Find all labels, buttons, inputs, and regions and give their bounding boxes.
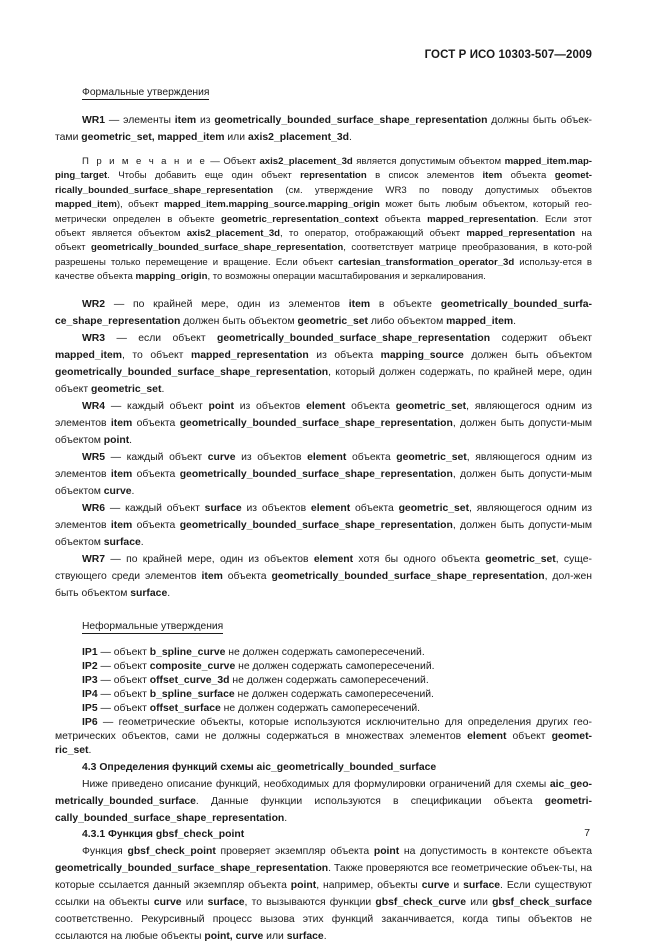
bold-term: mapped_item	[55, 349, 122, 361]
bold-term: mapped_item.mapping_source.mapping_origin	[163, 199, 380, 211]
text-run: — каждый объект	[105, 502, 205, 514]
text-run: . Если существуют ссылки на объекты	[55, 879, 592, 908]
bold-term: WR2	[82, 298, 106, 310]
bold-term: item	[110, 468, 133, 480]
text-run: .	[513, 315, 516, 327]
bold-term: b_spline_curve	[149, 646, 226, 658]
text-run: должен быть объектом	[463, 349, 592, 361]
text-run: , то вызываются функции	[244, 896, 376, 908]
informal-rule	[55, 646, 592, 660]
bold-term: item	[110, 519, 133, 531]
bold-term: mapped_item	[55, 199, 117, 211]
text-run: .	[167, 587, 171, 599]
bold-term: item	[110, 417, 133, 429]
bold-term: item	[174, 115, 197, 126]
bold-term: element	[307, 451, 347, 463]
text-run: не должен содержать самопересечений.	[234, 688, 434, 700]
text-run: не должен содержать самопересечений.	[220, 702, 421, 714]
formal-rules-list	[55, 296, 592, 602]
bold-term: IP3	[82, 674, 98, 686]
text-run: хотя бы одного объекта	[353, 553, 486, 565]
bold-term: WR7	[82, 553, 106, 565]
text-run: , то оператор, отображающий объект	[280, 228, 467, 240]
note-label: П р и м е ч а н и е	[82, 156, 207, 167]
text-run: из объектов	[241, 502, 311, 514]
formal-rules-title: Формальные утверждения	[82, 87, 210, 98]
text-run: , должен быть допусти-мым объектом	[55, 468, 593, 497]
text-run: . Если этот объект является объектом	[55, 213, 592, 240]
bold-term: WR1	[82, 115, 106, 126]
text-run: (см. утверждение WR3 по поводу допустимых объектов	[273, 184, 592, 196]
text-run: .	[323, 930, 327, 942]
bold-term: curve	[103, 485, 132, 497]
bold-term: surface	[207, 896, 245, 908]
informal-rule	[55, 688, 592, 702]
bold-term: geometrically_bounded_surface_shape_representation	[271, 570, 545, 582]
informal-rule	[55, 702, 592, 716]
bold-term: mapping_origin	[135, 271, 208, 283]
bold-term: composite_curve	[149, 660, 236, 672]
bold-term: item	[482, 170, 503, 182]
bold-term: curve	[421, 879, 450, 891]
bold-term: cartesian_transformation_operator_3d	[338, 256, 515, 268]
bold-term: mapped_item.map-ping_target	[55, 156, 592, 182]
document-id: ГОСТ Р ИСО 10303-507—2009	[424, 49, 592, 61]
text-run: , соответствует матрице преобразования, в кото-рой разрешены только перемещение и вращение. Если объект	[55, 242, 592, 268]
bold-term: axis2_placement_3d	[247, 132, 350, 143]
text-run: объекта	[350, 502, 399, 514]
bold-term: geometric_set	[396, 451, 467, 463]
text-run: проверяет экземпляр объекта	[215, 845, 374, 857]
text-run: в список элементов	[366, 170, 483, 182]
bold-term: geometrically_bounded_surface_shape_representation	[214, 115, 488, 126]
text-run: объекта	[345, 400, 396, 412]
text-run: объекта	[222, 570, 272, 582]
text-run: — по крайней мере, один из элементов	[105, 298, 349, 310]
bold-term: mapped_representation	[427, 213, 536, 225]
section-4-3-paragraph	[55, 776, 592, 827]
rule-wr1	[55, 112, 592, 146]
bold-term: point	[103, 434, 130, 446]
text-run: — элементы	[105, 115, 175, 126]
text-run: , являющегося одним из элементов	[55, 502, 593, 531]
text-run: или	[224, 132, 248, 143]
text-run: из объектов	[233, 400, 307, 412]
bold-term: WR4	[82, 400, 106, 412]
bold-term: item	[201, 570, 223, 582]
bold-term: mapped_representation	[466, 228, 576, 240]
text-run: .	[131, 485, 135, 497]
formal-rule	[55, 500, 592, 551]
text-run: не должен содержать самопересечений.	[225, 646, 425, 658]
bold-term: geometrically_bounded_surface_shape_representation	[216, 332, 491, 344]
text-run: объекта	[132, 519, 180, 531]
bold-term: axis2_placement_3d	[186, 228, 281, 240]
bold-term: mapped_representation	[190, 349, 309, 361]
text-run: . Данные функции используются в спецификации объекта	[195, 795, 545, 807]
bold-term: geometric_set, mapped_item	[81, 132, 225, 143]
bold-term: geometrically_bounded_surface_shape_representation	[55, 366, 329, 378]
text-run: должен быть объектом	[180, 315, 298, 327]
bold-term: geometrically_bounded_surface_shape_representation	[179, 468, 453, 480]
bold-term: surface	[204, 502, 242, 514]
formal-rule	[55, 330, 592, 398]
bold-term: offset_surface	[149, 702, 221, 714]
bold-term: axis2_placement_3d	[259, 156, 353, 167]
bold-term: element	[306, 400, 346, 412]
bold-term: point	[290, 879, 317, 891]
informal-rules-list	[55, 646, 592, 758]
text-run: . Также проверяются все геометрические объек-ты, на которые ссылается данный экземпляр объекта	[55, 862, 592, 891]
section-4-3-1-paragraph	[55, 843, 592, 945]
text-run: — Объект	[206, 156, 260, 167]
informal-rules-title: Неформальные утверждения	[82, 620, 224, 632]
bold-term: point	[373, 845, 400, 857]
text-run: может быть любым объектом, который гео-метрически определен в объекте	[55, 199, 592, 225]
text-run: , дол-жен быть объектом	[55, 570, 592, 599]
text-run: — объект	[97, 702, 150, 714]
text-run: на допустимость в контексте объекта	[399, 845, 592, 857]
note-paragraph	[55, 155, 592, 285]
bold-term: gbsf_check_curve	[375, 896, 467, 908]
text-run: или	[181, 896, 208, 908]
bold-term: IP2	[82, 660, 98, 672]
text-run: — объект	[97, 646, 150, 658]
text-run: не должен содержать самопересечений.	[235, 660, 435, 672]
text-run: — если объект	[105, 332, 217, 344]
bold-term: geometric_representation_context	[221, 213, 379, 225]
bold-term: geometri-cally_bounded_surface_shape_representation	[55, 795, 592, 824]
text-run: , например, объекты	[316, 879, 422, 891]
text-run: .	[88, 744, 92, 756]
bold-term: WR3	[82, 332, 106, 344]
text-run: .	[349, 132, 352, 143]
text-run: Ниже приведено описание функций, необходимых для формулировки ограничений для схемы	[82, 778, 550, 790]
informal-rule	[55, 674, 592, 688]
text-run: — объект	[97, 674, 150, 686]
text-run: или	[263, 930, 287, 942]
text-run: из объектов	[235, 451, 308, 463]
bold-term: aic_geo-metrically_bounded_surface	[55, 778, 592, 807]
bold-term: surface	[103, 536, 141, 548]
text-run: в объекте	[370, 298, 441, 310]
bold-term: surface	[286, 930, 324, 942]
text-run: — каждый объект	[105, 400, 209, 412]
text-run: , должен быть допусти-мым объектом	[55, 519, 593, 548]
section-4-3-1-heading: 4.3.1 Функция gbsf_check_point	[82, 828, 245, 840]
text-run: является допустимым объектом	[352, 156, 505, 167]
bold-term: mapping_source	[380, 349, 464, 361]
bold-term: mapped_item	[446, 315, 514, 327]
bold-term: item	[348, 298, 371, 310]
text-run: объекта	[132, 468, 180, 480]
bold-term: geometrically_bounded_surfa-ce_shape_representation	[55, 298, 592, 327]
informal-rule	[55, 660, 592, 674]
bold-term: gbsf_check_surface	[492, 896, 592, 908]
text-run: ), объект	[116, 199, 164, 211]
bold-term: WR6	[82, 502, 106, 514]
bold-term: geomet-rically_bounded_surface_shape_representation	[55, 170, 592, 196]
text-run: .	[284, 812, 288, 824]
bold-term: representation	[300, 170, 367, 182]
bold-term: curve	[207, 451, 236, 463]
text-run: , то объект	[121, 349, 191, 361]
bold-term: element	[313, 553, 354, 565]
text-run: и	[449, 879, 464, 891]
bold-term: geometric_set	[90, 383, 162, 395]
text-run: Функция	[82, 845, 128, 857]
text-run: .	[140, 536, 144, 548]
text-run: объекта	[502, 170, 555, 182]
bold-term: geomet-ric_set	[55, 730, 592, 756]
text-run: , то возможны операции масштабирования и зеркалирования.	[207, 271, 486, 283]
bold-term: IP4	[82, 688, 98, 700]
page-number: 7	[584, 828, 590, 839]
bold-term: IP5	[82, 702, 98, 714]
bold-term: geometric_set	[395, 400, 467, 412]
text-run: объект	[506, 730, 552, 742]
text-run: , который должен содержать, по крайней мере, один объект	[55, 366, 592, 395]
text-run: — геометрические объекты, которые используются исключительно для определения других гео-метрических объектов, сами не должны содержаться в множествах элементов	[55, 716, 592, 742]
bold-term: IP1	[82, 646, 98, 658]
bold-term: WR5	[82, 451, 106, 463]
bold-term: point, curve	[204, 930, 264, 942]
page-content	[55, 82, 592, 945]
section-4-3-heading: 4.3 Определения функций схемы aic_geometrically_bounded_surface	[82, 761, 437, 773]
text-run: .	[161, 383, 165, 395]
text-run: либо объектом	[367, 315, 447, 327]
text-run: .	[129, 434, 133, 446]
text-run: содержит объект	[490, 332, 592, 344]
text-run: или	[466, 896, 493, 908]
text-run: должны быть объек-тами	[55, 115, 593, 143]
text-run: соответственно. Рекурсивный процесс вызова этих функций заканчивается, когда типы объектов не ссылаются на любые объекты	[55, 913, 592, 942]
bold-term: gbsf_check_point	[127, 845, 216, 857]
bold-term: offset_curve_3d	[149, 674, 230, 686]
formal-rule	[55, 398, 592, 449]
text-run: на объект	[55, 228, 592, 254]
text-run: , являющегося одним из элементов	[55, 451, 593, 480]
text-run: , суще-ствующего среди элементов	[55, 553, 592, 582]
text-run: объекта	[132, 417, 180, 429]
bold-term: IP6	[82, 716, 98, 728]
text-run: — по крайней мере, один из объектов	[105, 553, 314, 565]
bold-term: element	[467, 730, 507, 742]
text-run: . Чтобы добавить еще один объект	[107, 170, 301, 182]
text-run: не должен содержать самопересечений.	[229, 674, 429, 686]
informal-rule	[55, 716, 592, 758]
text-run: объекта	[346, 451, 397, 463]
formal-rule	[55, 296, 592, 330]
bold-term: surface	[130, 587, 168, 599]
text-run: из	[196, 115, 215, 126]
text-run: , должен быть допусти-мым объектом	[55, 417, 593, 446]
bold-term: geometric_set	[398, 502, 470, 514]
bold-term: geometrically_bounded_surface_shape_representation	[179, 519, 453, 531]
bold-term: geometrically_bounded_surface_shape_representation	[91, 242, 344, 254]
formal-rule	[55, 551, 592, 602]
bold-term: geometrically_bounded_surface_shape_representation	[179, 417, 453, 429]
formal-rule	[55, 449, 592, 500]
bold-term: geometric_set	[297, 315, 368, 327]
text-run: объекта	[378, 213, 428, 225]
bold-term: surface	[463, 879, 501, 891]
bold-term: b_spline_surface	[149, 688, 235, 700]
bold-term: element	[310, 502, 351, 514]
text-run: использу-ется в качестве объекта	[55, 256, 593, 283]
bold-term: geometric_set	[485, 553, 556, 565]
bold-term: curve	[153, 896, 182, 908]
text-run: из объекта	[308, 349, 381, 361]
text-run: — объект	[97, 660, 150, 672]
bold-term: geometrically_bounded_surface_shape_representation	[55, 862, 329, 874]
text-run: — объект	[97, 688, 150, 700]
bold-term: point	[208, 400, 234, 412]
text-run: , являющегося одним из элементов	[55, 400, 593, 429]
text-run: — каждый объект	[105, 451, 208, 463]
